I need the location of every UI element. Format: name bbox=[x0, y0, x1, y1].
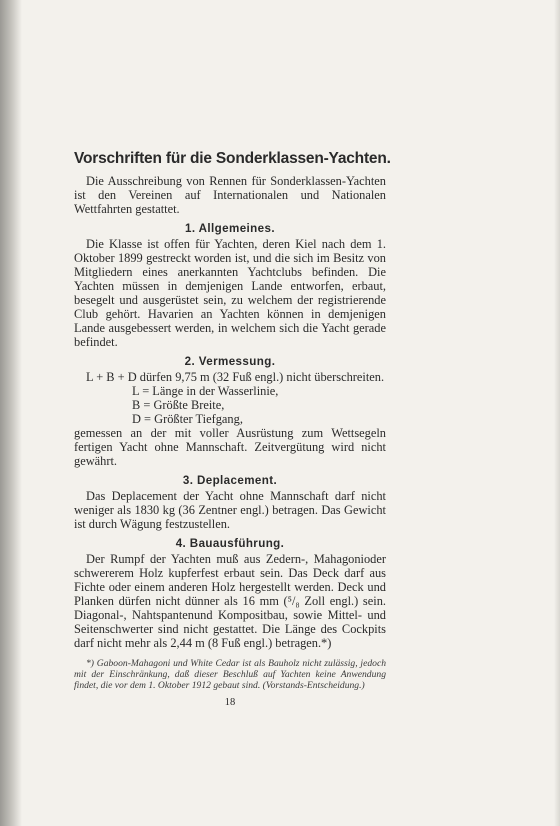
section-text-bauausfuehrung: Der Rumpf der Yachten muß aus Zedern-, Mahagonioder schwererem Holz kupferfest erbaut sein. Das Deck darf aus Fichte oder einem anderen Holz hergestellt werden. Deck und Planken dürfen nicht dünner als 16 mm (⁵/₈ Zoll engl.) sein. Diagonal-, Nahtspantenund Kompositbau, sowie Mittel- und Seitenschwerter sind nicht gestattet. Die Länge des Cockpits darf nicht mehr als 2,44 m (8 Fuß engl.) betragen.*) bbox=[74, 552, 386, 650]
section-heading-allgemeines: 1. Allgemeines. bbox=[185, 222, 275, 235]
book-gutter-shadow bbox=[0, 0, 22, 826]
section-text-vermessung: gemessen an der mit voller Ausrüstung zum Wettsegeln fertigen Yacht ohne Mannschaft. Zeitvergütung wird nicht gewährt. bbox=[74, 426, 386, 468]
footnote: *) Gaboon-Mahagoni und White Cedar ist als Bauholz nicht zulässig, jedoch mit der Einschränkung, daß dieser Beschluß auf Yachten keine Anwendung findet, die vor dem 1. Oktober 1912 gebaut sind. (Vorstands-Entscheidung.) bbox=[74, 658, 386, 691]
document-page bbox=[74, 150, 391, 708]
measurement-formula: L + B + D dürfen 9,75 m (32 Fuß engl.) nicht überschreiten. bbox=[86, 370, 385, 384]
definition-list bbox=[132, 384, 386, 426]
definition-breadth: B = Größte Breite, bbox=[132, 398, 225, 412]
page-number: 18 bbox=[224, 697, 236, 708]
section-heading-deplacement: 3. Deplacement. bbox=[182, 474, 278, 487]
section-heading-vermessung: 2. Vermessung. bbox=[184, 355, 276, 368]
section-text-allgemeines: Die Klasse ist offen für Yachten, deren Kiel nach dem 1. Oktober 1899 gestreckt worden ist, und die sich im Besitz von Mitgliedern eines anerkannten Yachtclubs befinden. Die Yachten müssen in demjenigen Lande entworfen, erbaut, besegelt und ausgerüstet sein, zu welchem der registrierende Club gehört. Havarien an Yachten können in demjenigen Lande ausgebessert werden, in welchem sich die Yacht gerade befindet. bbox=[74, 237, 386, 349]
page-title: Vorschriften für die Sonderklassen-Yachten. bbox=[74, 150, 391, 167]
section-text-deplacement: Das Deplacement der Yacht ohne Mannschaft darf nicht weniger als 1830 kg (36 Zentner engl.) betragen. Das Gewicht ist durch Wägung festzustellen. bbox=[74, 489, 386, 531]
definition-draft: D = Größter Tiefgang, bbox=[132, 412, 243, 426]
intro-paragraph: Die Ausschreibung von Rennen für Sonderklassen-Yachten ist den Vereinen auf Internationalen und Nationalen Wettfahrten gestattet. bbox=[74, 174, 386, 216]
section-heading-bauausfuehrung: 4. Bauausführung. bbox=[175, 537, 285, 550]
definition-length: L = Länge in der Wasserlinie, bbox=[132, 384, 279, 398]
page-edge bbox=[554, 0, 560, 826]
